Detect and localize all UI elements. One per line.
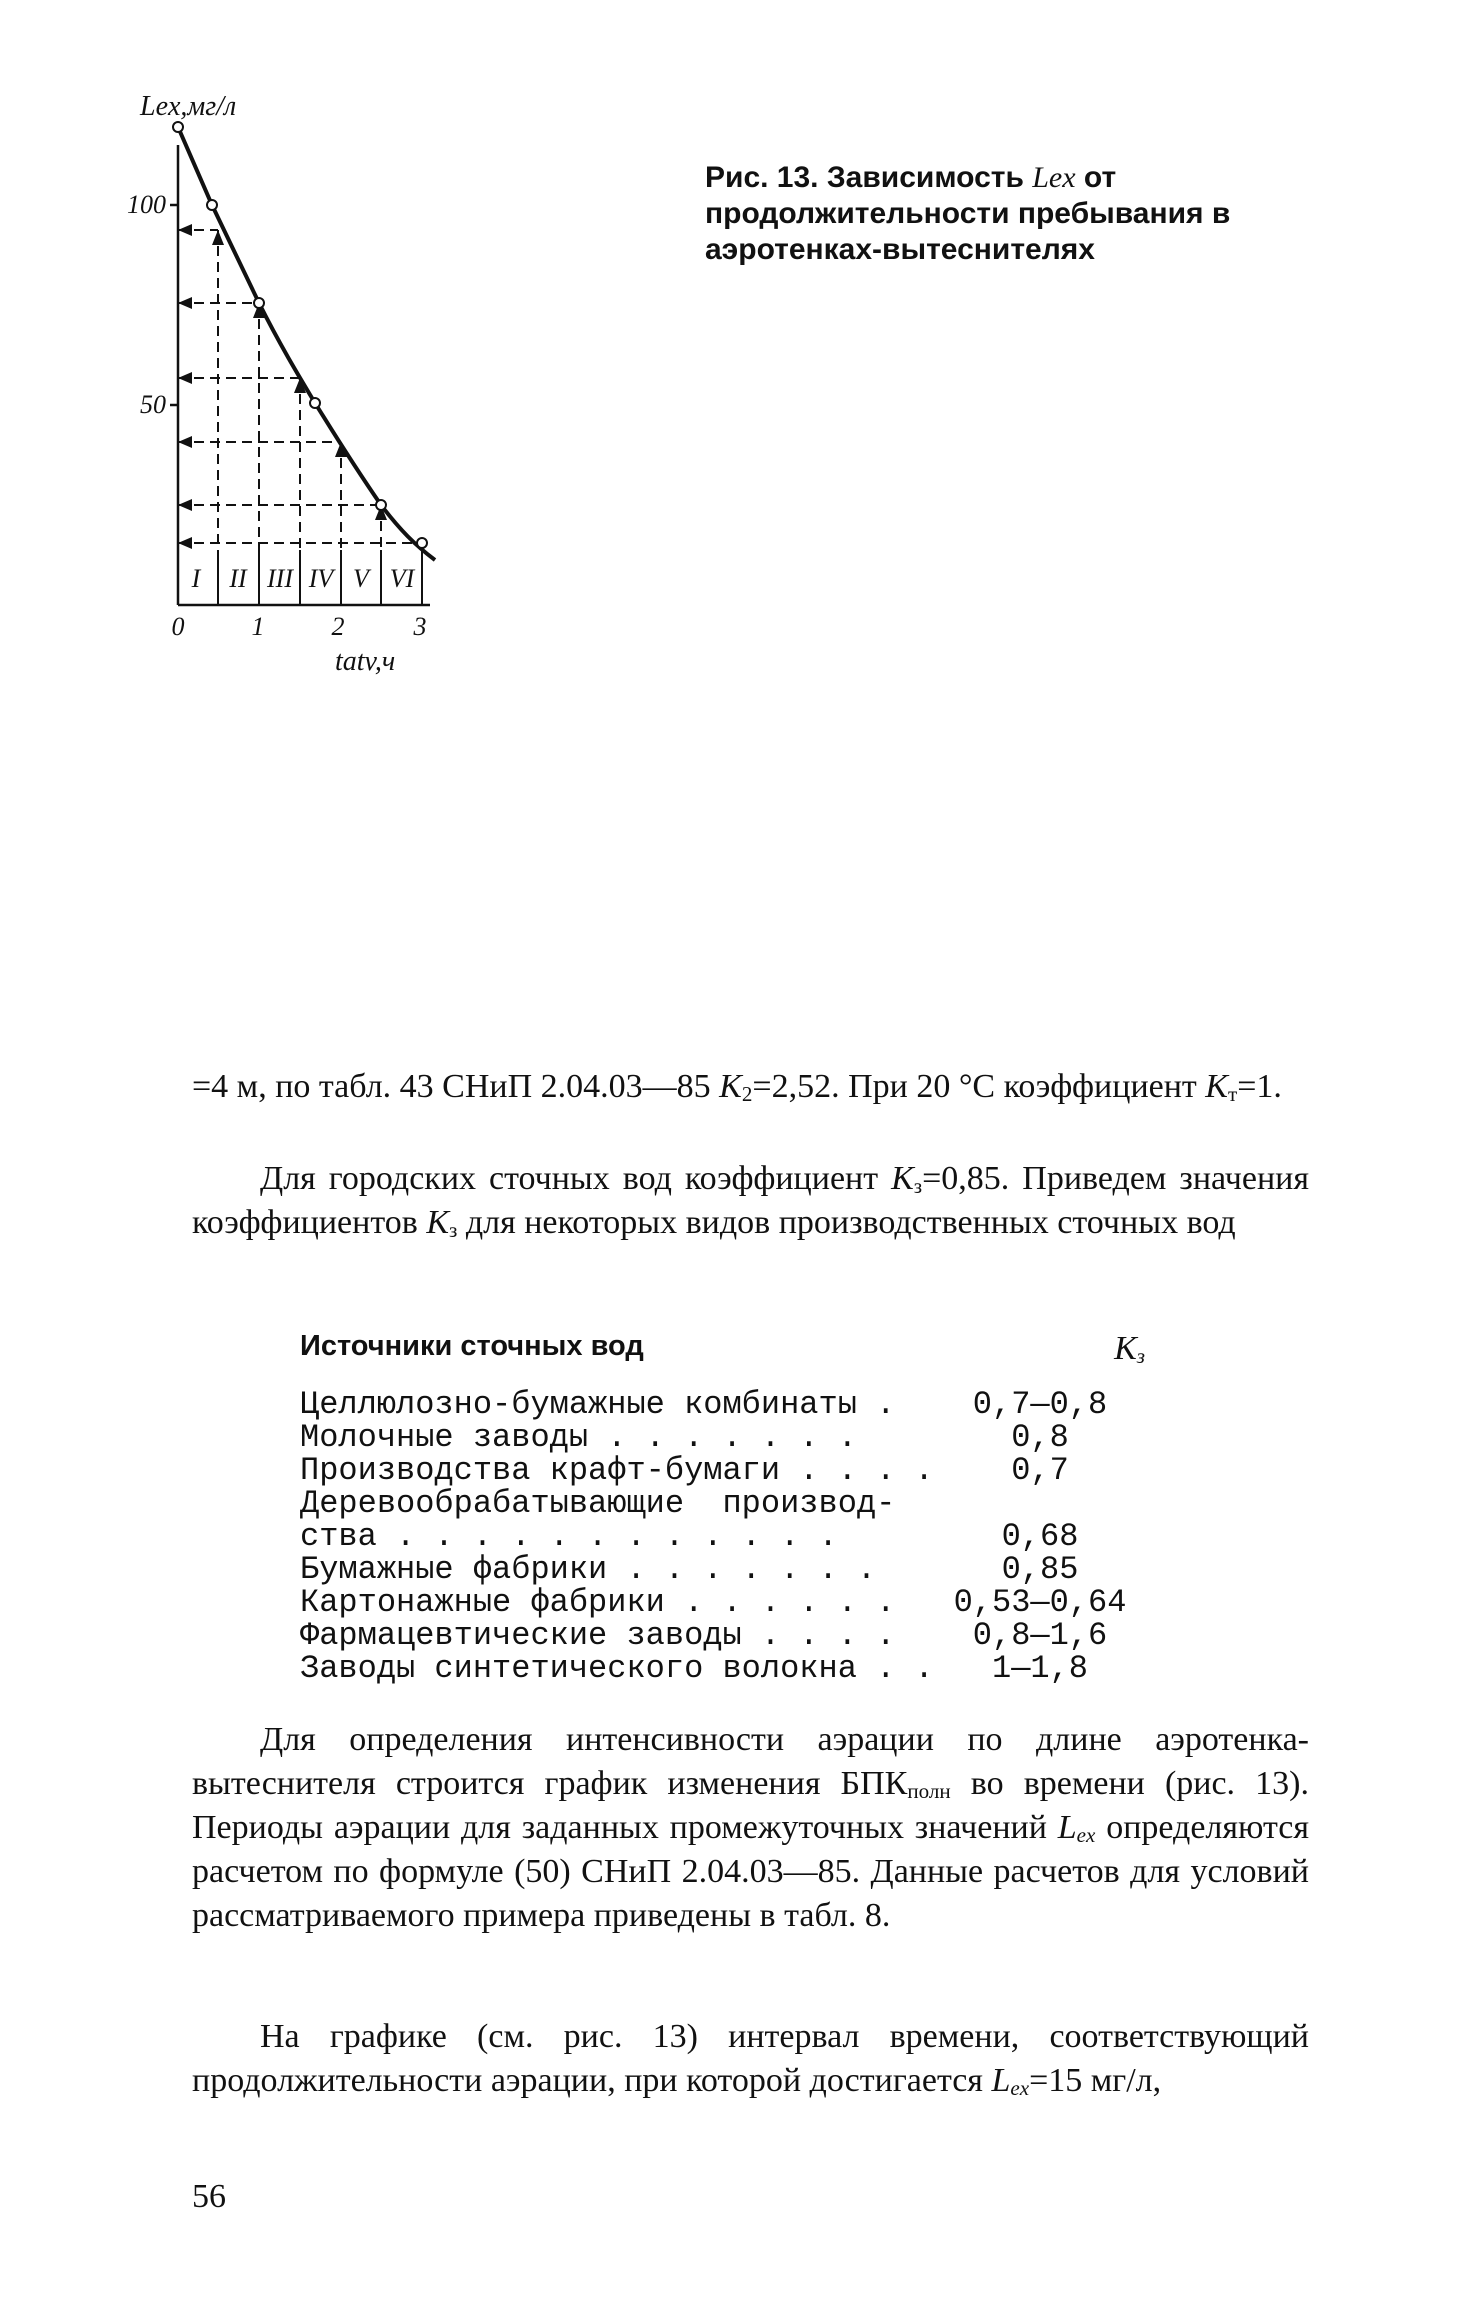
p3-text-1: Для определения интенсивности аэрации по длине аэротенка-вытеснителя строится график изменения БПК — [192, 1721, 1309, 1802]
page-number: 56 — [192, 2178, 226, 2215]
p3-text-2: во времени (рис. 13). Периоды аэрации для заданных промежуточных значений — [192, 1765, 1309, 1846]
table-header — [300, 1330, 1200, 1368]
lex-curve — [178, 127, 435, 560]
x-tick-label-2: 2 — [331, 612, 345, 641]
zone-label-3: III — [267, 564, 293, 593]
zone-label-2: II — [229, 564, 247, 593]
table-row — [300, 1454, 1200, 1487]
p4-text-1: На графике (см. рис. 13) интервал времени, соответствующий продолжительности аэрации, при которой достигается — [192, 2018, 1309, 2099]
p3-lex-subscript: ex — [1076, 1823, 1096, 1848]
figure-13-graph — [127, 91, 690, 1015]
paragraph-3 — [192, 1718, 1309, 1938]
row-value: 1—1,8 — [991, 1650, 1088, 1687]
p1-text-3: =1. — [1237, 1068, 1282, 1105]
p2-k3-symbol-a: K — [891, 1160, 914, 1197]
row-source: Фармацевтические заводы . . . . — [300, 1617, 896, 1654]
table-row — [300, 1586, 1200, 1619]
row-source: ства . . . . . . . . . . . . — [300, 1518, 838, 1555]
p3-text-3: определяются расчетом по формуле (50) СНиП 2.04.03—85. Данные расчетов для условий рассматриваемого примера приведены в табл. 8. — [192, 1809, 1309, 1934]
p2-text-2: =0,85. Приведем значения коэффициентов — [192, 1160, 1309, 1241]
table-header-coef-symbol: K — [1114, 1330, 1137, 1367]
x-axis-label: tatv,ч — [335, 646, 396, 677]
row-value: 0,68 — [1001, 1518, 1079, 1555]
table-row — [300, 1619, 1200, 1652]
y-axis-label: Lex,мг/л — [140, 91, 237, 122]
row-value: 0,8 — [1011, 1419, 1069, 1456]
paragraph-4 — [192, 2015, 1309, 2103]
caption-suffix: от продолжительности пребывания в аэротенках-вытеснителях — [705, 161, 1231, 266]
p2-k3-symbol-b: K — [426, 1204, 449, 1241]
row-value: 0,7—0,8 — [972, 1386, 1108, 1423]
p1-k2-subscript: 2 — [741, 1082, 753, 1107]
p3-bpk-subscript: полн — [907, 1779, 951, 1804]
p2-k3-subscript-a: з — [913, 1174, 923, 1199]
row-source: Деревообрабатывающие производ- — [300, 1485, 896, 1522]
row-source: Целлюлозно-бумажные комбинаты . — [300, 1386, 896, 1423]
p3-lex-symbol: L — [1057, 1809, 1077, 1846]
row-source: Бумажные фабрики . . . . . . . — [300, 1551, 877, 1588]
table-row — [300, 1421, 1200, 1454]
row-value: 0,85 — [1001, 1551, 1079, 1588]
p4-lex-subscript: ex — [1010, 2076, 1030, 2101]
row-source: Молочные заводы . . . . . . . — [300, 1419, 857, 1456]
p1-kt-subscript: т — [1227, 1082, 1238, 1107]
x-tick-label-0: 0 — [171, 612, 185, 641]
zone-label-1: I — [191, 564, 201, 593]
row-value: 0,8—1,6 — [972, 1617, 1108, 1654]
p4-text-2: =15 мг/л, — [1029, 2062, 1162, 2099]
table-row — [300, 1553, 1200, 1586]
table-header-coef-subscript: з — [1136, 1344, 1145, 1369]
y-tick-label-100: 100 — [127, 190, 166, 219]
y-tick-label-50: 50 — [140, 390, 166, 419]
p2-k3-subscript-b: з — [449, 1218, 458, 1243]
p1-text-2: =2,52. При 20 °С коэффициент — [752, 1068, 1206, 1105]
arrow-heads — [178, 224, 387, 549]
curve-points — [173, 122, 427, 548]
paragraph-2 — [192, 1157, 1309, 1245]
x-tick-label-1: 1 — [251, 612, 265, 641]
table-header-source: Источники сточных вод — [300, 1330, 644, 1362]
zone-label-4: IV — [308, 564, 334, 593]
figure-caption — [705, 160, 1300, 268]
row-source: Заводы синтетического волокна . . — [300, 1650, 934, 1687]
p4-lex-symbol: L — [991, 2062, 1011, 2099]
table-row — [300, 1652, 1200, 1685]
caption-symbol: Lex — [1032, 161, 1076, 194]
table-row — [300, 1487, 1200, 1520]
table-row — [300, 1520, 1200, 1553]
p1-text-1: =4 м, по табл. 43 СНиП 2.04.03—85 — [192, 1068, 720, 1105]
p2-text-1: Для городских сточных вод коэффициент — [260, 1160, 892, 1197]
p1-k2-symbol: K — [719, 1068, 742, 1105]
row-value — [940, 1487, 1140, 1520]
p2-text-3: для некоторых видов производственных сточных вод — [457, 1204, 1236, 1241]
paragraph-1 — [192, 1065, 1309, 1109]
table-row — [300, 1388, 1200, 1421]
row-value: 0,7 — [1011, 1452, 1069, 1489]
zone-label-5: V — [353, 564, 369, 593]
coefficient-table — [300, 1330, 1200, 1685]
caption-prefix: Рис. 13. Зависимость — [705, 161, 1024, 194]
row-value: 0,53—0,64 — [953, 1584, 1127, 1621]
table-header-coef — [1114, 1330, 1145, 1368]
row-source: Картонажные фабрики . . . . . . — [300, 1584, 896, 1621]
p1-kt-symbol: K — [1205, 1068, 1228, 1105]
x-tick-label-3: 3 — [413, 612, 427, 641]
zone-label-6: VI — [389, 564, 415, 593]
row-source: Производства крафт-бумаги . . . . — [300, 1452, 934, 1489]
